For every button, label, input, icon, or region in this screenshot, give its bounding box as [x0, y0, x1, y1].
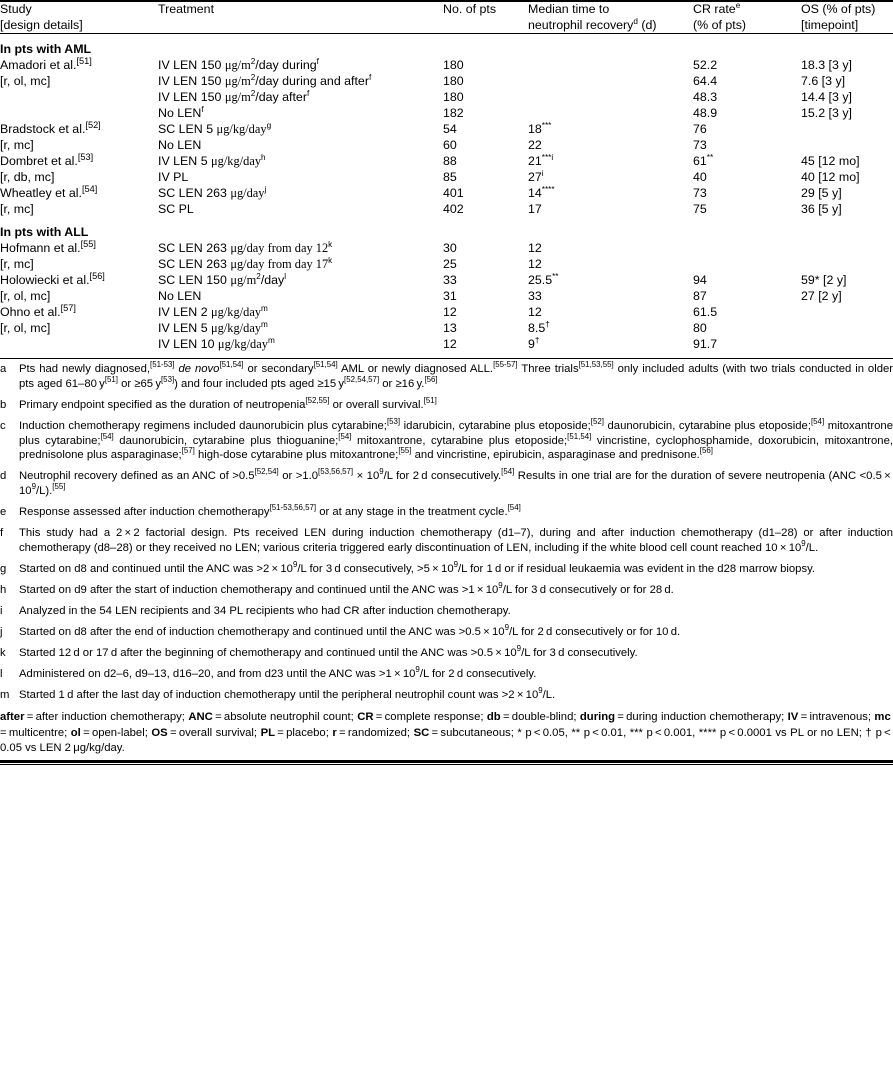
- footnote-item: [0, 559, 893, 577]
- table-row: [0, 201, 893, 217]
- cell-study: [r, mc]: [0, 257, 34, 272]
- cell-median-time: 12: [528, 241, 542, 256]
- cell-study: [r, mc]: [0, 202, 34, 217]
- table-row: [0, 137, 893, 153]
- cell-study: [r, mc]: [0, 138, 34, 153]
- header-cr-line1-text: CR rate: [693, 2, 736, 16]
- cell-median-time: 14****: [528, 185, 555, 201]
- header-median-line1: Median time to: [528, 2, 610, 16]
- table-row: [0, 57, 893, 73]
- cell-no-of-pts: 402: [443, 202, 464, 217]
- cell-treatment: No LEN$^f$: [158, 105, 204, 121]
- cell-os: [801, 121, 893, 137]
- cell-os: [801, 137, 893, 153]
- table-header: [0, 2, 893, 34]
- footnote-marker: c: [0, 419, 6, 432]
- abbreviations-block: after = after induction chemotherapy; ANC = absolute neutrophil count; CR = complete response; db = double-blind; during = during induction chemotherapy; IV = intravenous; mc = multicentre; ol = open-label; OS = overall survival; PL = placebo; r = randomized; SC = subcutaneous; * p < 0.05, ** p < 0.01, *** p < 0.001, **** p < 0.0001 vs PL or no LEN; † p < 0.05 vs LEN 2 μg/kg/day.: [0, 711, 893, 754]
- cell-median-time: 33: [528, 289, 542, 304]
- cell-treatment: IV LEN 150 $\mu g/m^2$/day during and after$^f$: [158, 73, 372, 89]
- footnote-text: Administered on d2–6, d9–13, d16–20, and from d23 until the ANC was $>1 \times 10^9/L$ for 2 d consecutively.: [19, 665, 537, 681]
- cell-median-time: [528, 57, 693, 73]
- cell-cr-rate: 48.3: [693, 90, 718, 105]
- cell-os: [801, 320, 893, 336]
- footnote-item: [0, 505, 893, 520]
- cell-treatment: SC PL: [158, 202, 194, 217]
- footnote-item: [0, 362, 893, 391]
- table-body: [0, 34, 893, 353]
- header-treatment-line1: Treatment: [158, 2, 215, 16]
- footnote-text: Started on d9 after the start of induction chemotherapy and continued until the ANC was $>1 \times 10^9/L$ for 3 d consecutively or for 28 d.: [19, 581, 674, 596]
- footnotes-list: [0, 359, 893, 703]
- table-row: [0, 272, 893, 288]
- footnote-marker: d: [0, 470, 7, 483]
- cell-median-time: 21$^{***i}$: [528, 153, 554, 169]
- cell-cr-rate: 94: [693, 273, 707, 288]
- cell-no-of-pts: 180: [443, 90, 464, 105]
- column-header-treatment: [158, 2, 443, 34]
- cell-study: [r, db, mc]: [0, 170, 55, 185]
- cell-treatment: SC LEN 263 μg/day from day 17$^k$: [158, 256, 333, 272]
- table-row: [0, 304, 893, 320]
- column-header-os: [801, 2, 893, 34]
- cell-os: 36 [5 y]: [801, 202, 842, 217]
- cell-median-time: 12: [528, 305, 542, 320]
- cell-median-time: 18***: [528, 121, 552, 137]
- cell-treatment: SC LEN 263 μg/day from day 12$^k$: [158, 240, 333, 256]
- table-row: [0, 121, 893, 137]
- footnote-item: [0, 419, 893, 463]
- column-header-no-of-pts: [443, 2, 528, 34]
- cell-treatment: No LEN: [158, 289, 202, 304]
- cell-cr-rate: [693, 240, 801, 256]
- cell-study: Bradstock et al.[52]: [0, 120, 101, 137]
- footnote-marker: j: [0, 626, 3, 638]
- cell-os: [801, 336, 893, 352]
- cell-median-time: [528, 89, 693, 105]
- header-median-line2: [528, 18, 693, 34]
- footnote-text: Started 1 d after the last day of induction chemotherapy until the peripheral neutrophil count was $>2 \times 10^9/L$.: [19, 686, 556, 702]
- cell-no-of-pts: 180: [443, 74, 464, 89]
- footnote-text: Neutrophil recovery defined as an ANC of >0.5[52,54] or $>1.0[53,56,57] \times 10^9/L$ for 2 d consecutively.[54] Results in one trial are for the duration of severe neutropenia $(ANC <0.5 \times 10^9/L).[55]$: [19, 467, 893, 497]
- header-row: [0, 2, 893, 34]
- table-row: [0, 288, 893, 304]
- cell-treatment: SC LEN 150 $\mu g/m^2/day^l$: [158, 272, 287, 288]
- header-cr-line2: (% of pts): [693, 17, 747, 32]
- footnote-marker: l: [0, 668, 3, 681]
- cell-treatment: IV LEN 150 $\mu g/m^2$/day after$^f$: [158, 89, 310, 105]
- cell-treatment: SC LEN 5 μg/kg/day$^g$: [158, 121, 272, 137]
- footnote-marker: k: [0, 647, 6, 660]
- cell-cr-rate: 48.9: [693, 106, 718, 121]
- table-row: [0, 320, 893, 336]
- header-study-line2: [design details]: [0, 17, 83, 32]
- cell-cr-rate: 64.4: [693, 74, 718, 89]
- cell-os: 27 [2 y]: [801, 289, 842, 304]
- table-section-header-row: [0, 217, 893, 240]
- cell-no-of-pts: 182: [443, 106, 464, 121]
- table-row: [0, 240, 893, 256]
- cell-os: 7.6 [3 y]: [801, 74, 846, 89]
- cell-no-of-pts: 12: [443, 337, 457, 352]
- cell-cr-rate: 61.5: [693, 305, 718, 320]
- cell-study: [0, 336, 158, 352]
- footnote-text: Started 12 d or 17 d after the beginning of chemotherapy and continued until the ANC was $>0.5 \times 10^9/L$ for 3 d consecutively.: [19, 644, 638, 660]
- footnote-item: [0, 625, 893, 640]
- footnote-item: [0, 583, 893, 598]
- cell-no-of-pts: 54: [443, 122, 457, 137]
- cell-no-of-pts: 88: [443, 154, 457, 169]
- cell-study: [0, 89, 158, 105]
- cell-study: Hofmann et al.[55]: [0, 239, 96, 256]
- cell-no-of-pts: 25: [443, 257, 457, 272]
- cell-study: Dombret et al.[53]: [0, 152, 94, 169]
- header-study-line1: Study: [0, 2, 32, 16]
- cell-os: 45 [12 mo]: [801, 154, 860, 169]
- cell-median-time: 22: [528, 138, 542, 153]
- cell-no-of-pts: 180: [443, 58, 464, 73]
- cell-no-of-pts: 31: [443, 289, 457, 304]
- table-row: [0, 105, 893, 121]
- cell-study: Ohno et al.[57]: [0, 303, 76, 320]
- table-row: [0, 336, 893, 352]
- cell-cr-rate: [693, 256, 801, 272]
- footnote-marker: a: [0, 363, 7, 376]
- footnote-item: [0, 667, 893, 682]
- header-median-line2-text: neutrophil recovery: [528, 17, 634, 32]
- cell-cr-rate: 87: [693, 289, 707, 304]
- footnote-text: Started on d8 and continued until the ANC was $>2 \times 10^9/L$ for 3 d consecutively, $>5 \times 10^9/L$ for 1 d or if residual leukaemia was evident in the d28 marrow biopsy.: [19, 559, 816, 575]
- cell-os: [801, 304, 893, 320]
- cell-cr-rate: 80: [693, 321, 707, 336]
- footnote-marker: i: [0, 604, 3, 617]
- cell-study: Amadori et al.[51]: [0, 56, 92, 73]
- table-section-label: In pts with AML: [0, 42, 92, 57]
- cell-median-time: 25.5**: [528, 272, 559, 288]
- footnote-item: [0, 469, 893, 498]
- cell-no-of-pts: 401: [443, 186, 464, 201]
- footnote-marker-e: e: [735, 0, 741, 10]
- cell-median-time: 9†: [528, 336, 540, 352]
- table-row: [0, 73, 893, 89]
- cell-cr-rate: 40: [693, 170, 707, 185]
- cell-median-time: 12: [528, 257, 542, 272]
- column-header-cr-rate: [693, 2, 801, 34]
- cell-os: [801, 256, 893, 272]
- cell-no-of-pts: 30: [443, 241, 457, 256]
- footnote-text: Started on d8 after the end of induction chemotherapy and continued until the ANC was $>0.5 \times 10^9/L$ for 2 d consecutively or for 10 d.: [19, 623, 681, 638]
- clinical-trials-table: [0, 2, 893, 352]
- cell-no-of-pts: 13: [443, 321, 457, 336]
- header-os-line2: [timepoint]: [801, 17, 859, 32]
- footnote-marker: f: [0, 527, 4, 540]
- footnote-text: Response assessed after induction chemotherapy[51-53,56,57] or at any stage in the treatment cycle.[54]: [19, 503, 521, 518]
- cell-median-time: [528, 73, 693, 89]
- cell-no-of-pts: 85: [443, 170, 457, 185]
- header-npts-line1: No. of pts: [443, 2, 497, 16]
- header-cr-line1: [693, 2, 801, 18]
- cell-cr-rate: 76: [693, 122, 707, 137]
- table-section-header-row: [0, 34, 893, 58]
- cell-study: Holowiecki et al.[56]: [0, 271, 105, 288]
- cell-median-time: 17: [528, 202, 542, 217]
- column-header-median-time: [528, 2, 693, 34]
- table-row: [0, 185, 893, 201]
- table-row: [0, 169, 893, 185]
- cell-os: 29 [5 y]: [801, 186, 842, 201]
- table-bottom-rule-thin: [0, 764, 893, 765]
- cell-cr-rate: 75: [693, 202, 707, 217]
- footnote-marker: g: [0, 562, 7, 575]
- cell-no-of-pts: 60: [443, 138, 457, 153]
- cell-os: 18.3 [3 y]: [801, 58, 852, 73]
- cell-treatment: IV LEN 5 μg/kg/day$^h$: [158, 153, 266, 169]
- cell-os: [801, 240, 893, 256]
- table-row: [0, 153, 893, 169]
- cell-treatment: IV LEN 2 μg/kg/day$^m$: [158, 304, 268, 320]
- cell-cr-rate: 73: [693, 186, 707, 201]
- footnote-item: [0, 646, 893, 661]
- cell-os: 59* [2 y]: [801, 273, 847, 288]
- footnote-marker: b: [0, 398, 7, 411]
- cell-no-of-pts: 33: [443, 273, 457, 288]
- cell-study: Wheatley et al.[54]: [0, 184, 98, 201]
- cell-median-time: 27$^i$: [528, 169, 544, 185]
- footnote-marker: e: [0, 505, 7, 518]
- cell-median-time: [528, 105, 693, 121]
- cell-treatment: IV LEN 5 μg/kg/day$^m$: [158, 320, 268, 336]
- cell-median-time: 8.5†: [528, 320, 550, 336]
- cell-study: [0, 105, 158, 121]
- footnote-item: [0, 526, 893, 555]
- cell-cr-rate: 91.7: [693, 337, 718, 352]
- cell-cr-rate: 61**: [693, 153, 714, 169]
- footnote-text: Analyzed in the 54 LEN recipients and 34 PL recipients who had CR after induction chemotherapy.: [19, 604, 511, 617]
- cell-os: 40 [12 mo]: [801, 170, 860, 185]
- cell-cr-rate: 52.2: [693, 58, 718, 73]
- cell-study: [r, ol, mc]: [0, 74, 51, 89]
- cell-treatment: SC LEN 263 μg/day$^j$: [158, 185, 267, 201]
- table-bottom-rule: [0, 760, 893, 763]
- footnote-item: [0, 688, 893, 703]
- cell-treatment: IV LEN 150 $\mu g/m^2$/day during$^f$: [158, 57, 319, 73]
- footnote-item: [0, 604, 893, 619]
- table-row: [0, 89, 893, 105]
- table-row: [0, 256, 893, 272]
- column-header-study: [0, 2, 158, 34]
- footnote-text: Pts had newly diagnosed,[51-53] de novo[51,54] or secondary[51,54] AML or newly diagnosed ALL.[55-57] Three trials[51,53,55] only included adults (with two trials conducted in older pts aged 61–80 y[51] or ≥65 y[53]) and four included pts aged ≥15 y[52,54,57] or ≥16 y.[56]: [19, 360, 893, 390]
- cell-os: 15.2 [3 y]: [801, 106, 852, 121]
- cell-treatment: No LEN: [158, 138, 202, 153]
- footnote-marker: h: [0, 583, 7, 596]
- cell-study: [r, ol, mc]: [0, 289, 51, 304]
- footnote-marker-d: d: [633, 16, 638, 26]
- header-os-line1: OS (% of pts): [801, 2, 876, 16]
- cell-cr-rate: 73: [693, 138, 707, 153]
- footnote-text: Induction chemotherapy regimens included daunorubicin plus cytarabine;[53] idarubicin, cytarabine plus etoposide;[52] daunorubicin, cytarabine plus etoposide;[54] mitoxantrone plus cytarabine;[54] daunorubicin, cytarabine plus thioguanine;[54] mitoxantrone, cytarabine plus etoposide;[51,54] vincristine, cyclophosphamide, doxorubicin, mitoxantrone, prednisolone plus asparaginase;[57] high-dose cytarabine plus mitoxantrone;[55] and vincristine, epirubicin, asparaginase and prednisone.[56]: [19, 417, 893, 462]
- cell-study: [r, ol, mc]: [0, 321, 51, 336]
- footnote-item: [0, 398, 893, 413]
- cell-treatment: IV PL: [158, 170, 189, 185]
- header-median-line2-tail: (d): [637, 17, 657, 32]
- cell-treatment: IV LEN 10 μg/kg/day$^m$: [158, 336, 275, 352]
- footnote-marker: m: [0, 689, 10, 702]
- table-section-label: In pts with ALL: [0, 225, 89, 240]
- cell-os: 14.4 [3 y]: [801, 90, 852, 105]
- cell-no-of-pts: 12: [443, 305, 457, 320]
- footnote-text: This study had a 2 × 2 factorial design. Pts received LEN during induction chemotherapy (d1–7), during and after induction chemotherapy (d1–28) or after induction chemotherapy (d8–28) or they received no LEN; various criteria triggered early discontinuation of LEN, including if the white blood cell count reached $10 \times 10^9/L$.: [19, 527, 893, 554]
- footnote-text: Primary endpoint specified as the duration of neutropenia[52,55] or overall survival.[51]: [19, 396, 437, 411]
